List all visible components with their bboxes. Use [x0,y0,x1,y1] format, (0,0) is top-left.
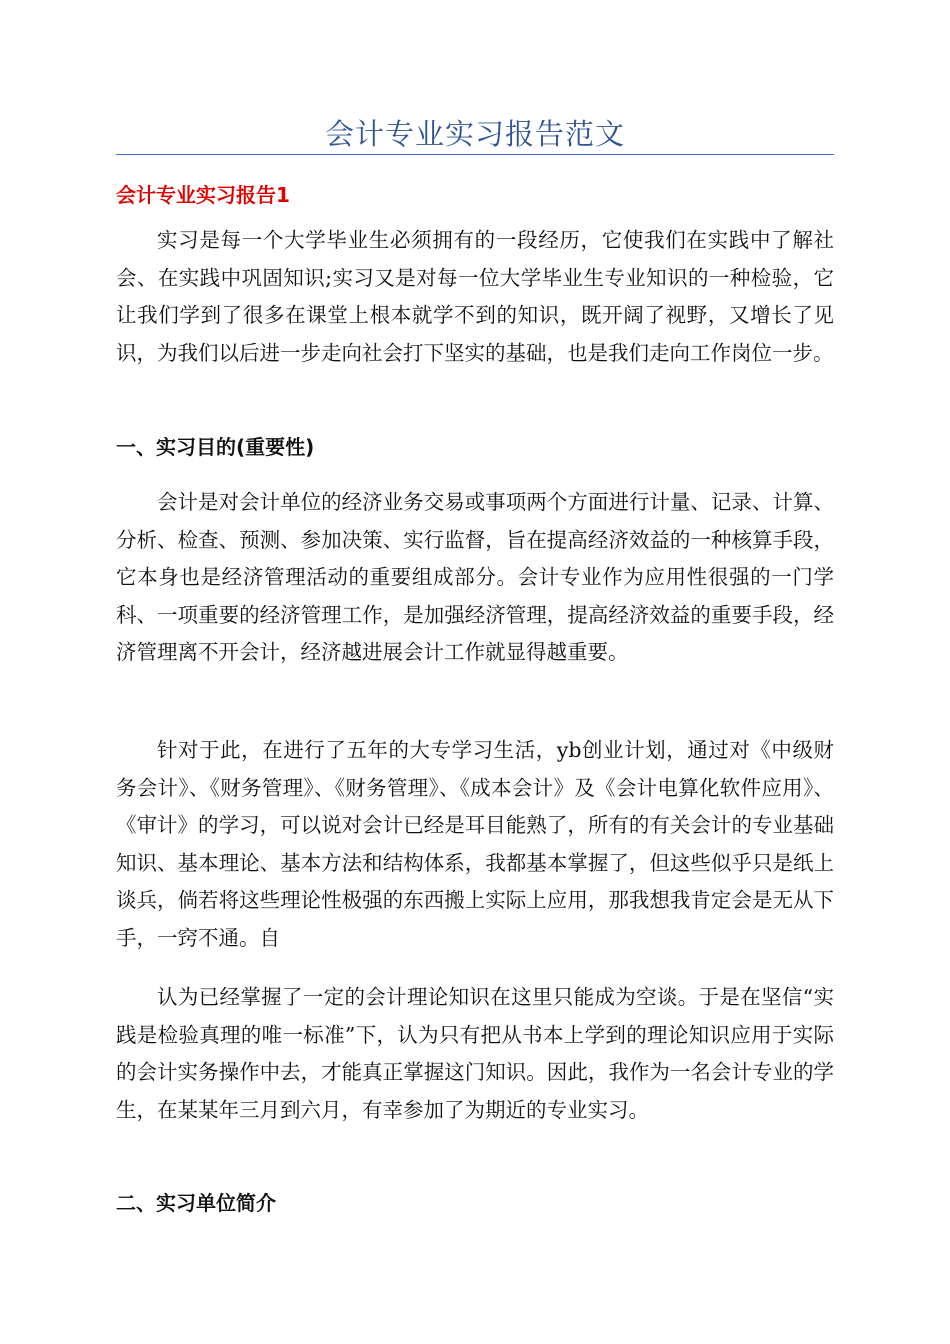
purpose-paragraph-2: 针对于此，在进行了五年的大专学习生活，yb创业计划，通过对《中级财务会计》、《财务管理》、《财务管理》、《成本会计》及《会计电算化软件应用》、《审计》的学习，可以说对会计已经是耳目能熟了，所有的有关会计的专业基础知识、基本理论、基本方法和结构体系，我都基本掌握了，但这些似乎只是纸上谈兵，倘若将这些理论性极强的东西搬上实际上应用，那我想我肯定会是无从下手，一窍不通。自 [116,738,834,950]
purpose-paragraph-3: 认为已经掌握了一定的会计理论知识在这里只能成为空谈。于是在坚信“实践是检验真理的唯一标准”下，认为只有把从书本上学到的理论知识应用于实际的会计实务操作中去，才能真正掌握这门知识。因此，我作为一名会计专业的学生，在某某年三月到六月，有幸参加了为期近的专业实习。 [116,985,834,1122]
intro-paragraph: 实习是每一个大学毕业生必须拥有的一段经历，它使我们在实践中了解社会、在实践中巩固知识;实习又是对每一位大学毕业生专业知识的一种检验，它让我们学到了很多在课堂上根本就学不到的知识，既开阔了视野，又增长了见识，为我们以后进一步走向社会打下坚实的基础，也是我们走向工作岗位一步。 [116,228,834,365]
heading-unit-introduction: 二、实习单位简介 [116,1191,276,1215]
purpose-paragraph-1: 会计是对会计单位的经济业务交易或事项两个方面进行计量、记录、计算、分析、检查、预测、参加决策、实行监督，旨在提高经济效益的一种核算手段，它本身也是经济管理活动的重要组成部分。会计专业作为应用性很强的一门学科、一项重要的经济管理工作，是加强经济管理，提高经济效益的重要手段，经济管理离不开会计，经济越进展会计工作就显得越重要。 [116,490,834,664]
document-title: 会计专业实习报告范文 [324,117,625,151]
heading-internship-purpose: 一、实习目的(重要性) [116,435,315,459]
section-heading-report-1: 会计专业实习报告1 [116,183,290,207]
title-underline [116,154,834,155]
